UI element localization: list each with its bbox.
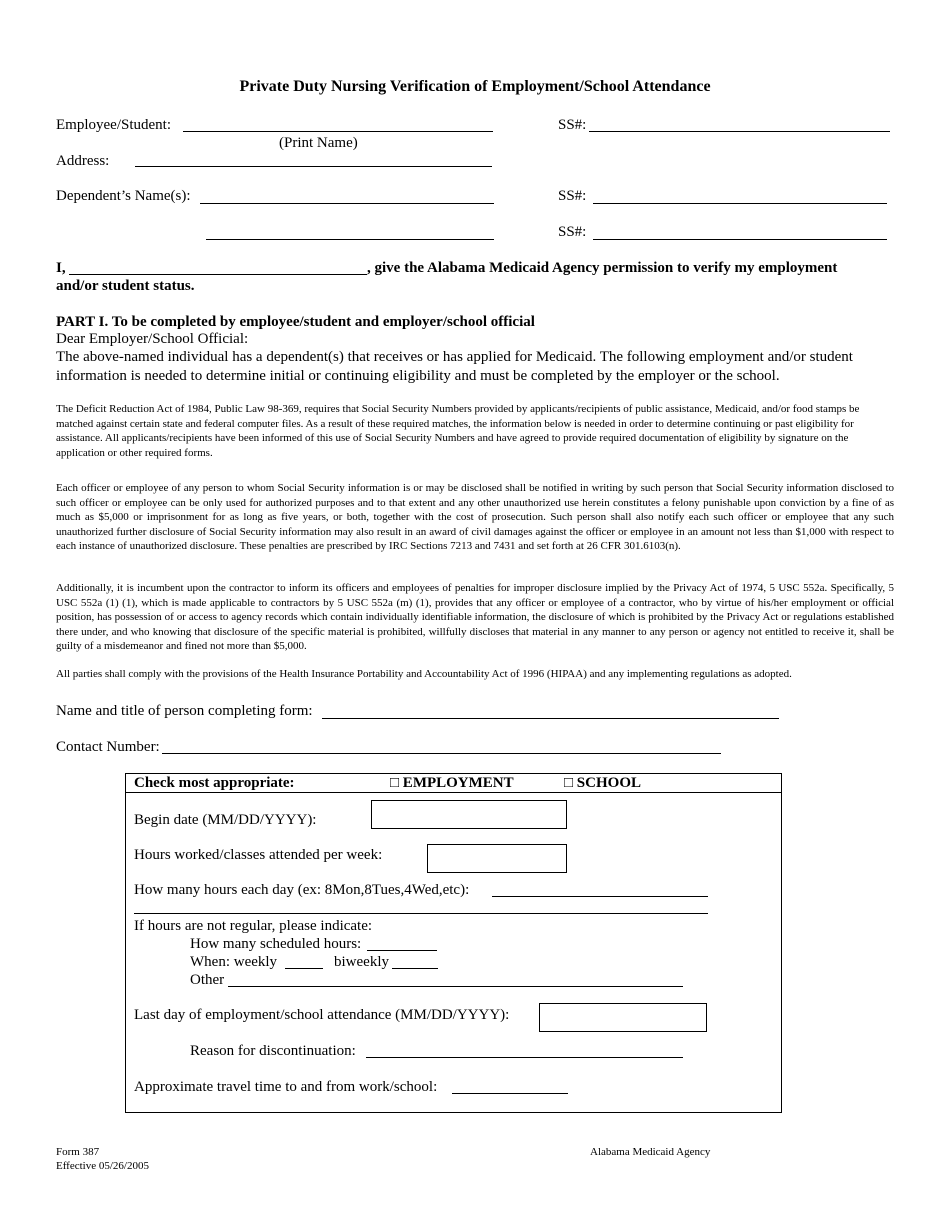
weekly-field[interactable] — [285, 968, 323, 969]
contact-number-label: Contact Number: — [56, 739, 160, 755]
section-header-divider — [125, 792, 782, 793]
hipaa-paragraph: All parties shall comply with the provisions of the Health Insurance Portability and Accountability Act of 1996 (HIPAA) and any implementing regulations as adopted. — [56, 668, 792, 680]
address-field[interactable] — [135, 166, 492, 167]
school-checkbox[interactable]: □ SCHOOL — [564, 775, 641, 791]
dependent-ss-field-1[interactable] — [593, 203, 887, 204]
other-label: Other — [190, 972, 225, 988]
begin-date-input[interactable] — [371, 800, 567, 829]
hours-each-day-label: How many hours each day (ex: 8Mon,8Tues,4Wed,etc): — [134, 882, 470, 898]
travel-time-field[interactable] — [452, 1093, 568, 1094]
address-label: Address: — [56, 153, 110, 169]
travel-time-label: Approximate travel time to and from work/school: — [134, 1079, 438, 1095]
dependent-ss-label-1: SS#: — [558, 188, 587, 204]
part1-heading: PART I. To be completed by employee/student and employer/school official — [56, 314, 535, 330]
other-field[interactable] — [228, 986, 683, 987]
last-day-label: Last day of employment/school attendance (MM/DD/YYYY): — [134, 1007, 510, 1023]
begin-date-label: Begin date (MM/DD/YYYY): — [134, 812, 317, 828]
biweekly-label: biweekly — [334, 954, 389, 970]
reason-discontinuation-label: Reason for discontinuation: — [190, 1043, 356, 1059]
hours-each-day-field-line2[interactable] — [134, 913, 708, 914]
effective-date: Effective 05/26/2005 — [56, 1160, 149, 1172]
last-day-input[interactable] — [539, 1003, 707, 1032]
contact-number-field[interactable] — [162, 753, 721, 754]
dependent-ss-field-2[interactable] — [593, 239, 887, 240]
check-most-appropriate-label: Check most appropriate: — [134, 775, 295, 791]
form-title: Private Duty Nursing Verification of Employment/School Attendance — [239, 78, 711, 95]
dependent-ss-label-2: SS#: — [558, 224, 587, 240]
employee-student-field[interactable] — [183, 131, 493, 132]
permission-prefix: I, — [56, 260, 66, 276]
dependents-label: Dependent’s Name(s): — [56, 188, 191, 204]
intro-paragraph: The above-named individual has a dependent(s) that receives or has applied for Medicaid. The following employment and/or student information is needed to determine initial or continuing eligibility and must be completed by the employer or the school. — [56, 349, 853, 384]
deficit-reduction-paragraph: The Deficit Reduction Act of 1984, Public Law 98-369, requires that Social Security Numbers provided by applicants/recipients of public assistance, Medicaid, and/or food stamps be matched against certain state and federal computer files. As a result of these required matches, the information below is needed in order to determine continuing or past eligibility for assistance. All applicants/recipients have been informed of this use of Social Security Numbers and have agreed to provide required documentation of eligibility by signature on the application or other required forms. — [56, 403, 860, 459]
employee-ss-label: SS#: — [558, 117, 587, 133]
scheduled-hours-field[interactable] — [367, 950, 437, 951]
privacy-act-paragraph: Additionally, it is incumbent upon the contractor to inform its officers and employees of penalties for improper disclosure implied by the Privacy Act of 1974, 5 USC 552a. Specifically, 5 USC 552a (1) (1), which is made applicable to contractors by 5 USC 552a (m) (1), provides that any officer or employee of a contractor, who by virtue of his/her employment or official position, has possession of or access to agency records which contain individually identifiable information, the disclosure of which is prohibited by the Privacy Act or regulations established there under, and who knowing that disclosure of the specific material is prohibited, willfully discloses that material in any manner to any person or agency not entitled to receive it, shall be guilty of a misdemeanor and fined not more than $5,000. — [56, 582, 894, 652]
hours-per-week-input[interactable] — [427, 844, 567, 873]
biweekly-field[interactable] — [392, 968, 438, 969]
permission-name-field[interactable] — [69, 274, 367, 275]
employee-student-label: Employee/Student: — [56, 117, 171, 133]
employment-checkbox[interactable]: □ EMPLOYMENT — [390, 775, 514, 791]
irregular-hours-label: If hours are not regular, please indicate: — [134, 918, 373, 934]
scheduled-hours-label: How many scheduled hours: — [190, 936, 362, 952]
salutation: Dear Employer/School Official: — [56, 331, 249, 347]
dependent-name-field-1[interactable] — [200, 203, 494, 204]
permission-statement: , give the Alabama Medicaid Agency permission to verify my employment — [367, 260, 838, 276]
dependent-name-field-2[interactable] — [206, 239, 494, 240]
reason-discontinuation-field[interactable] — [366, 1057, 683, 1058]
permission-statement-line2: and/or student status. — [56, 278, 195, 294]
print-name-hint: (Print Name) — [279, 135, 358, 151]
form-number: Form 387 — [56, 1146, 100, 1158]
name-title-label: Name and title of person completing form: — [56, 703, 313, 719]
employee-ss-field[interactable] — [589, 131, 890, 132]
name-title-field[interactable] — [322, 718, 779, 719]
penalties-paragraph: Each officer or employee of any person to whom Social Security information is or may be disclosed shall be notified in writing by such person that Social Security information disclosed to such officer or employee can be only used for authorized purposes and to that extent and any other unauthorized use herein constitutes a felony punishable upon conviction by a fine of as much as $5,000 or imprisonment for as long as five years, or both, together with the cost of prosecution. Such person shall also notify each such officer or employee that any such unauthorized further disclosure of Social Security information may also result in an award of civil damages against the officer or employee in an amount not less than $1,000 with respect to each instance of unauthorized disclosure. These penalties are prescribed by IRC Sections 7213 and 7431 and set forth at 26 CFR 301.6103(n). — [56, 482, 894, 552]
hours-each-day-field[interactable] — [492, 896, 708, 897]
agency-name: Alabama Medicaid Agency — [590, 1146, 711, 1158]
weekly-label: When: weekly — [190, 954, 278, 970]
hours-per-week-label: Hours worked/classes attended per week: — [134, 847, 383, 863]
